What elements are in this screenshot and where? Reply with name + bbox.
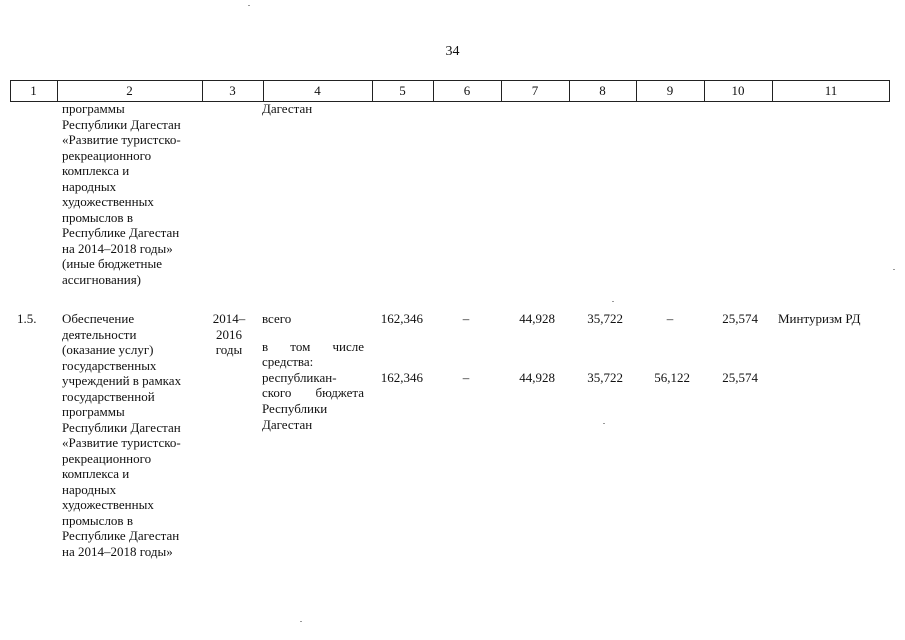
header-col-9: 9: [666, 83, 674, 98]
republic-budget-label-2: ского бюджета: [262, 385, 364, 400]
continuation-program-name: программы Республики Дагестан «Развитие туристско- рекреационного комплекса и народных художественных промыслов в Республике Дагестан на 2014–2018 годы» (иные бюджетные ассигнования): [62, 101, 181, 287]
republic-col-10: 25,574: [722, 370, 758, 385]
total-col-6: –: [462, 311, 470, 326]
republic-col-8: 35,722: [587, 370, 623, 385]
executor: Минтуризм РД: [778, 311, 861, 326]
row-number: 1.5.: [17, 311, 37, 326]
republic-budget-label-3: Республики Дагестан: [262, 401, 328, 432]
republic-col-5: 162,346: [380, 370, 423, 385]
header-col-6: 6: [463, 83, 471, 98]
implementation-period: 2014– 2016 годы: [212, 311, 246, 357]
activity-name: Обеспечение деятельности (оказание услуг) государственных учреждений в рамках государственной программы Республики Дагестан «Развитие туристско- рекреационного комплекса и народных художественных промыслов в Республике Дагестан на 2014–2018 годы»: [62, 311, 182, 559]
table-header-row: [10, 80, 890, 102]
including-label: в том числе: [262, 339, 364, 354]
page-number: 34: [445, 44, 460, 59]
scan-speck: [300, 621, 302, 622]
republic-col-9: 56,122: [654, 370, 690, 385]
header-col-3: 3: [229, 83, 236, 98]
header-col-11: 11: [824, 83, 838, 98]
republic-col-6: –: [462, 370, 470, 385]
header-col-10: 10: [731, 83, 745, 98]
republic-col-7: 44,928: [519, 370, 555, 385]
republic-budget-label-1: республикан-: [262, 370, 337, 385]
header-col-2: 2: [126, 83, 133, 98]
total-label: всего: [262, 311, 292, 326]
total-col-5: 162,346: [380, 311, 423, 326]
header-col-1: 1: [30, 83, 37, 98]
funds-label: средства:: [262, 354, 314, 369]
total-col-9: –: [666, 311, 674, 326]
total-col-7: 44,928: [519, 311, 555, 326]
scan-speck: [612, 301, 614, 302]
total-col-10: 25,574: [722, 311, 758, 326]
total-col-8: 35,722: [587, 311, 623, 326]
header-col-4: 4: [314, 83, 321, 98]
scan-speck: [248, 5, 250, 6]
scan-speck: [893, 269, 895, 270]
scan-speck: [603, 423, 605, 424]
header-col-5: 5: [399, 83, 406, 98]
header-col-7: 7: [531, 83, 539, 98]
column-divider: [889, 81, 890, 101]
header-col-8: 8: [599, 83, 606, 98]
continuation-funding-source: Дагестан: [262, 101, 313, 116]
